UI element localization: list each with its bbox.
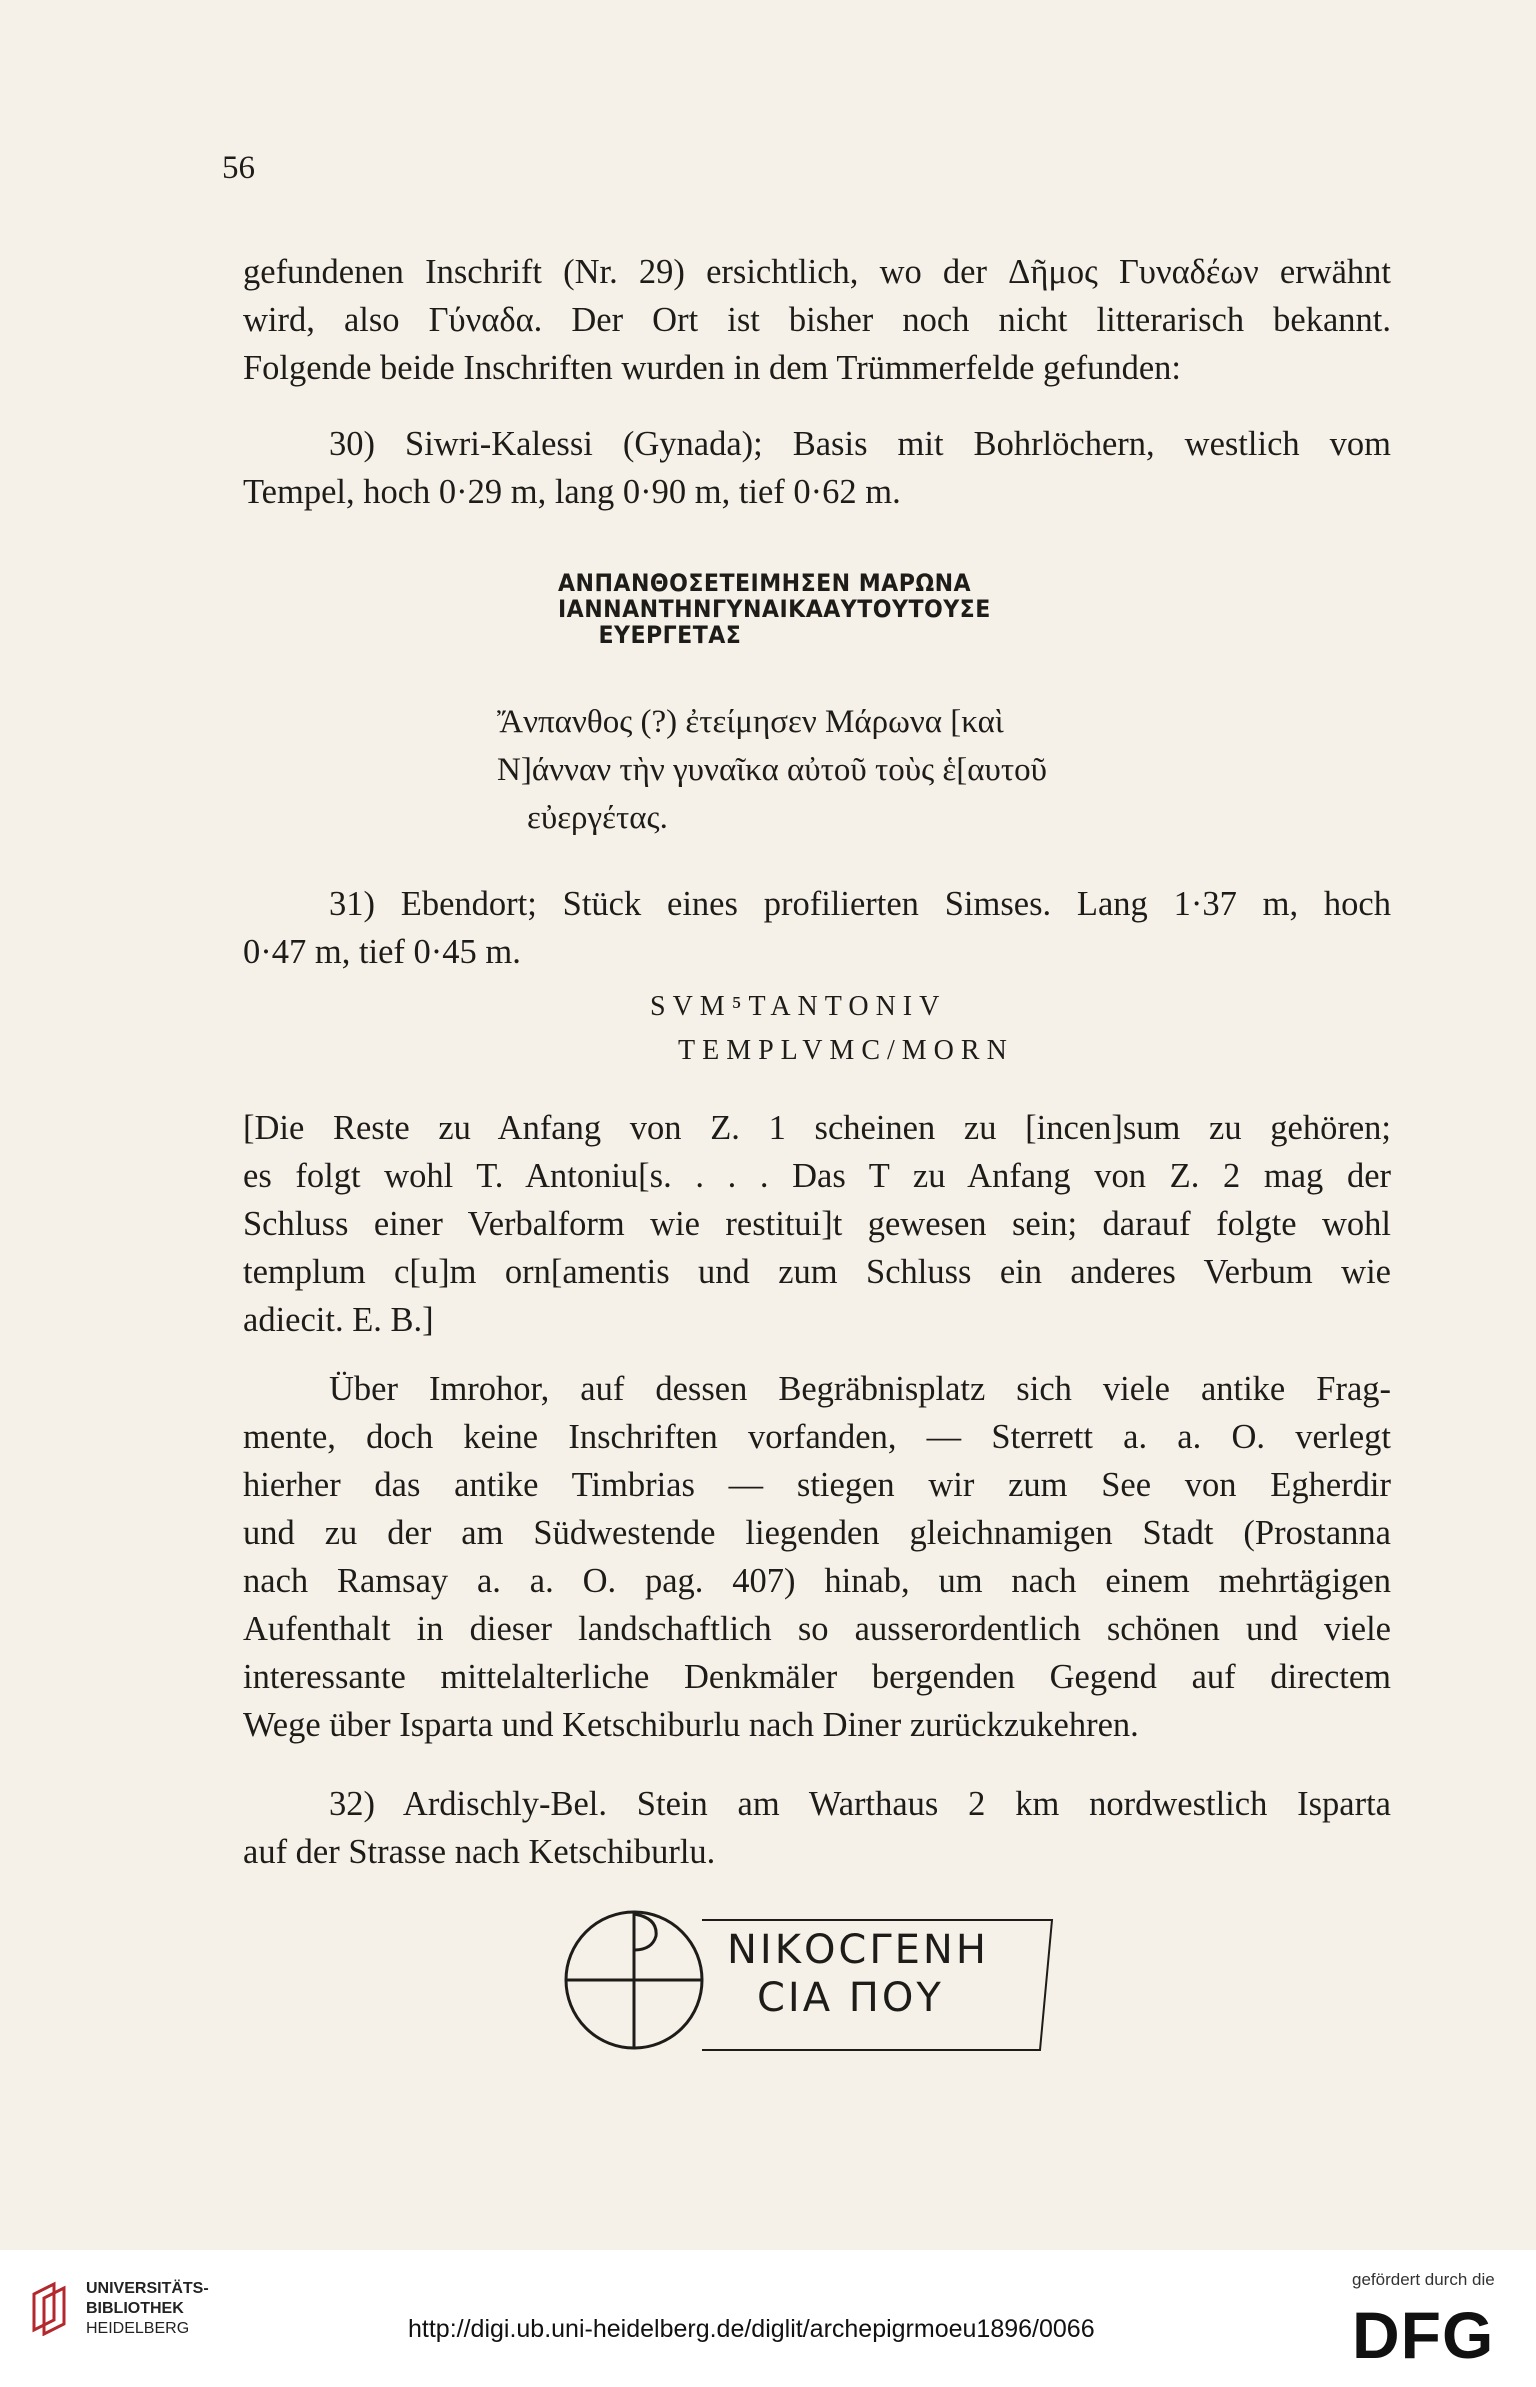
dfg-logo: DFG	[1352, 2298, 1495, 2372]
figure-text-line: CΙΑ ΠΟΥ	[757, 1975, 944, 2021]
figure-text-line: ΝΙΚΟCΓΕΝΗ	[727, 1927, 989, 1973]
greek-transcription	[497, 698, 1197, 842]
library-name	[86, 2279, 209, 2339]
page-number: 56	[222, 150, 255, 186]
text-line: Tempel, hoch 0·29 m, lang 0·90 m, tief 0·62 m.	[243, 473, 901, 511]
inscription-line: ΙΑΝΝΑΝΤΗΝΓΥΝΑΙΚΑΑΥΤΟΥΤΟΥΣΕ	[558, 595, 991, 623]
text-line: hierher das antike Timbrias — stiegen wir zum See von Egherdir	[243, 1466, 1391, 1504]
text-line: interessante mittelalterliche Denkmäler bergenden Gegend auf directem	[243, 1658, 1391, 1696]
text-line: gefundenen Inschrift (Nr. 29) ersichtlich, wo der Δῆμος Γυναδέων erwähnt	[243, 253, 1391, 291]
inscription-line: TEMPLVMC/MORN	[678, 1035, 1014, 1066]
text-line: mente, doch keine Inschriften vorfanden, — Sterrett a. a. O. verlegt	[243, 1418, 1391, 1456]
library-name-line: UNIVERSITÄTS-	[86, 2280, 209, 2297]
funding-caption: gefördert durch die	[1352, 2270, 1495, 2289]
item-30-heading	[243, 420, 1391, 516]
commentary-paragraph	[243, 1104, 1391, 1344]
text-line: wird, also Γύναδα. Der Ort ist bisher noch nicht litterarisch bekannt.	[243, 301, 1391, 339]
library-logo-icon	[28, 2280, 76, 2336]
text-line: es folgt wohl T. Antoniu[s. . . . Das T zu Anfang von Z. 2 mag der	[243, 1157, 1391, 1195]
intro-paragraph	[243, 248, 1391, 392]
text-line: Aufenthalt in dieser landschaftlich so ausserordentlich schönen und viele	[243, 1610, 1391, 1648]
text-line: Über Imrohor, auf dessen Begräbnisplatz sich viele antike Frag-	[329, 1370, 1391, 1408]
transcription-line: εὐεργέτας.	[527, 800, 668, 836]
library-name-line: BIBLIOTHEK	[86, 2300, 184, 2317]
travel-paragraph	[243, 1365, 1391, 1749]
text-line: und zu der am Südwestende liegenden gleichnamigen Stadt (Prostanna	[243, 1514, 1391, 1552]
item-32-heading	[243, 1780, 1391, 1876]
text-line: 31) Ebendort; Stück eines profilierten Simses. Lang 1·37 m, hoch	[329, 885, 1391, 923]
library-name-line: HEIDELBERG	[86, 2320, 190, 2337]
text-line: auf der Strasse nach Ketschiburlu.	[243, 1833, 716, 1871]
latin-inscription-facsimile	[650, 985, 1210, 1073]
transcription-line: Ἄνπανθος (?) ἐτείμησεν Μάρωνα [καὶ	[497, 704, 1004, 740]
cross-inscription-figure	[552, 1900, 1072, 2060]
item-31-heading	[243, 880, 1391, 976]
source-url-link[interactable]: http://digi.ub.uni-heidelberg.de/diglit/archepigrmoeu1896/0066	[408, 2315, 1095, 2343]
greek-inscription-facsimile	[558, 570, 1073, 648]
text-line: 30) Siwri-Kalessi (Gynada); Basis mit Bohrlöchern, westlich vom	[329, 425, 1391, 463]
text-line: Schluss einer Verbalform wie restitui]t gewesen sein; darauf folgte wohl	[243, 1205, 1391, 1243]
text-line: Folgende beide Inschriften wurden in dem Trümmerfelde gefunden:	[243, 349, 1181, 387]
inscription-line: ΑΝΠΑΝΘΟΣΕΤΕΙΜΗΣΕΝ ΜΑΡΩΝΑ	[558, 569, 972, 597]
text-line: Wege über Isparta und Ketschiburlu nach Diner zurückzukehren.	[243, 1706, 1139, 1744]
text-line: adiecit. E. B.]	[243, 1301, 434, 1339]
inscription-line: SVM⁵TANTONIV	[650, 991, 947, 1022]
text-line: templum c[u]m orn[amentis und zum Schluss ein anderes Verbum wie	[243, 1253, 1391, 1291]
text-line: [Die Reste zu Anfang von Z. 1 scheinen zu [incen]sum zu gehören;	[243, 1109, 1391, 1147]
text-line: 0·47 m, tief 0·45 m.	[243, 933, 521, 971]
transcription-line: N]άνναν τὴν γυναῖκα αὐτοῦ τοὺς ἑ[αυτοῦ	[497, 752, 1047, 788]
inscription-line: ΕΥΕΡΓΕΤΑΣ	[598, 621, 742, 649]
text-line: 32) Ardischly-Bel. Stein am Warthaus 2 km nordwestlich Isparta	[329, 1785, 1391, 1823]
text-line: nach Ramsay a. a. O. pag. 407) hinab, um nach einem mehrtägigen	[243, 1562, 1391, 1600]
